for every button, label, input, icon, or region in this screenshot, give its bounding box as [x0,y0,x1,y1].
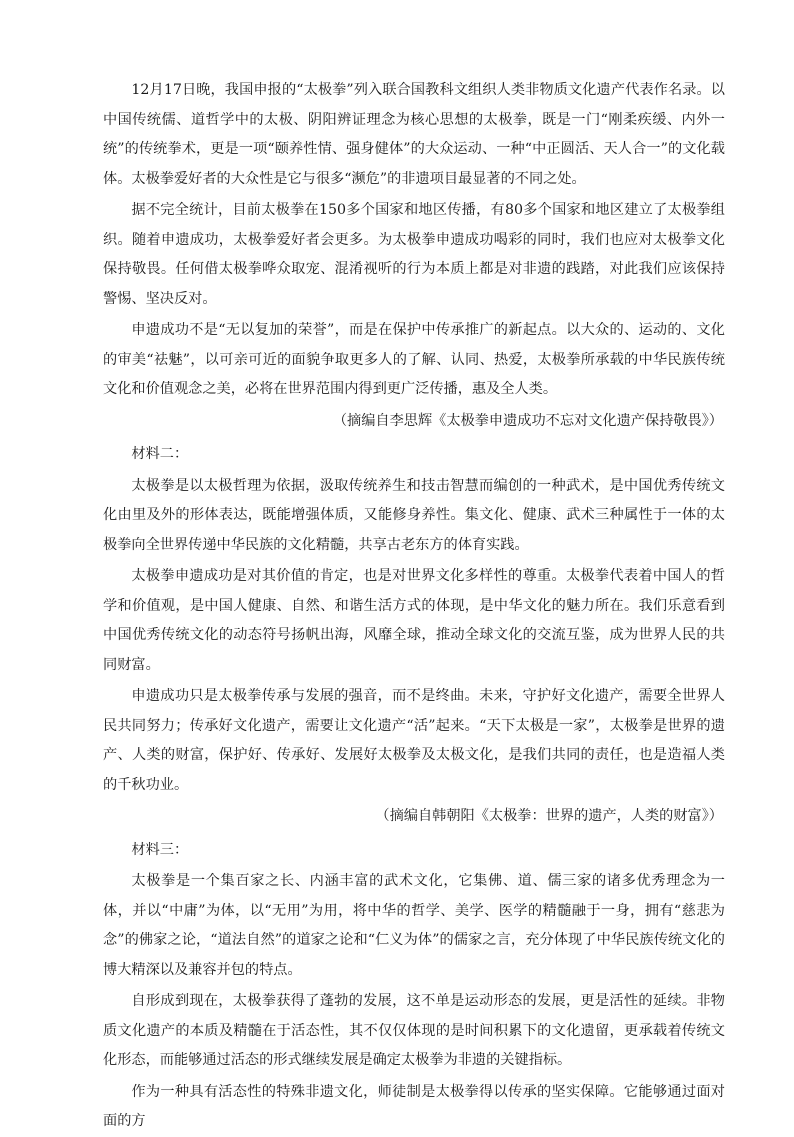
paragraph: 申遗成功不是“无以复加的荣誉”，而是在保护中传承推广的新起点。以大众的、运动的、文化的审美“祛魅”，以可亲可近的面貌争取更多人的了解、认同、热爱，太极拳所承载的中华民族传统文化和价值观念之美，必将在世界范围内得到更广泛传播，惠及全人类。 [103,322,725,397]
paragraph: 作为一种具有活态性的特殊非遗文化，师徒制是太极拳得以传承的坚实保障。它能够通过面对面的方 [103,1083,725,1129]
paragraph: 据不完全统计，目前太极拳在150多个国家和地区传播，有80多个国家和地区建立了太极拳组织。随着申遗成功，太极拳爱好者会更多。为太极拳申遗成功喝彩的同时，我们也应对太极拳文化保持敬畏。任何借太极拳哗众取宠、混淆视听的行为本质上都是对非遗的践踏，对此我们应该保持警惕、坚决反对。 [103,202,725,307]
source-citation: （摘编自韩朝阳《太极拳：世界的遗产，人类的财富》） [375,808,723,824]
paragraph: 自形成到现在，太极拳获得了蓬勃的发展，这不单是运动形态的发展，更是活性的延续。非物质文化遗产的本质及精髓在于活态性，其不仅仅体现的是时间积累下的文化遗留，更承载着传统文化形态，而能够通过活态的形式继续发展是确定太极拳为非遗的关键指标。 [103,993,725,1068]
paragraph: 太极拳是一个集百家之长、内涵丰富的武术文化，它集佛、道、儒三家的诸多优秀理念为一体，并以“中庸”为体，以“无用”为用，将中华的哲学、美学、医学的精髓融于一身，拥有“慈悲为念”的佛家之论，“道法自然”的道家之论和“仁义为体”的儒家之言，充分体现了中华民族传统文化的博大精深以及兼容并包的特点。 [103,873,725,978]
paragraph: 太极拳是以太极哲理为依据，汲取传统养生和技击智慧而编创的一种武术，是中国优秀传统文化由里及外的形体表达，既能增强体质，又能修身养性。集文化、健康、武术三种属性于一体的太极拳向全世界传递中华民族的文化精髓，共享古老东方的体育实践。 [103,477,725,553]
section-heading: 材料二： [131,446,189,462]
paragraph: 申遗成功只是太极拳传承与发展的强音，而不是终曲。未来，守护好文化遗产，需要全世界人民共同努力；传承好文化遗产，需要让文化遗产“活”起来。“天下太极是一家”，太极拳是世界的遗产、人类的财富，保护好、传承好、发展好太极拳及太极文化，是我们共同的责任，也是造福人类的千秋功业。 [103,688,725,793]
section-heading: 材料三： [131,841,189,858]
source-citation: （摘编自李思辉《太极拳申遗成功不忘对文化遗产保持敬畏》） [332,412,723,429]
paragraph: 太极拳申遗成功是对其价值的肯定，也是对世界文化多样性的尊重。太极拳代表着中国人的哲学和价值观，是中国人健康、自然、和谐生活方式的体现，是中华文化的魅力所在。我们乐意看到中国优秀传统文化的动态符号扬帆出海，风靡全球，推动全球文化的交流互鉴，成为世界人民的共同财富。 [103,568,725,673]
document-page [103,76,725,1137]
paragraph: 12月17日晚，我国申报的“太极拳”列入联合国教科文组织人类非物质文化遗产代表作名录。以中国传统儒、道哲学中的太极、阴阳辨证理念为核心思想的太极拳，既是一门“刚柔疾缓、内外一统”的传统拳术，更是一项“颐养性情、强身健体”的大众运动、一种“中正圆活、天人合一”的文化载体。太极拳爱好者的大众性是它与很多“濒危”的非遗项目最显著的不同之处。 [103,82,725,187]
